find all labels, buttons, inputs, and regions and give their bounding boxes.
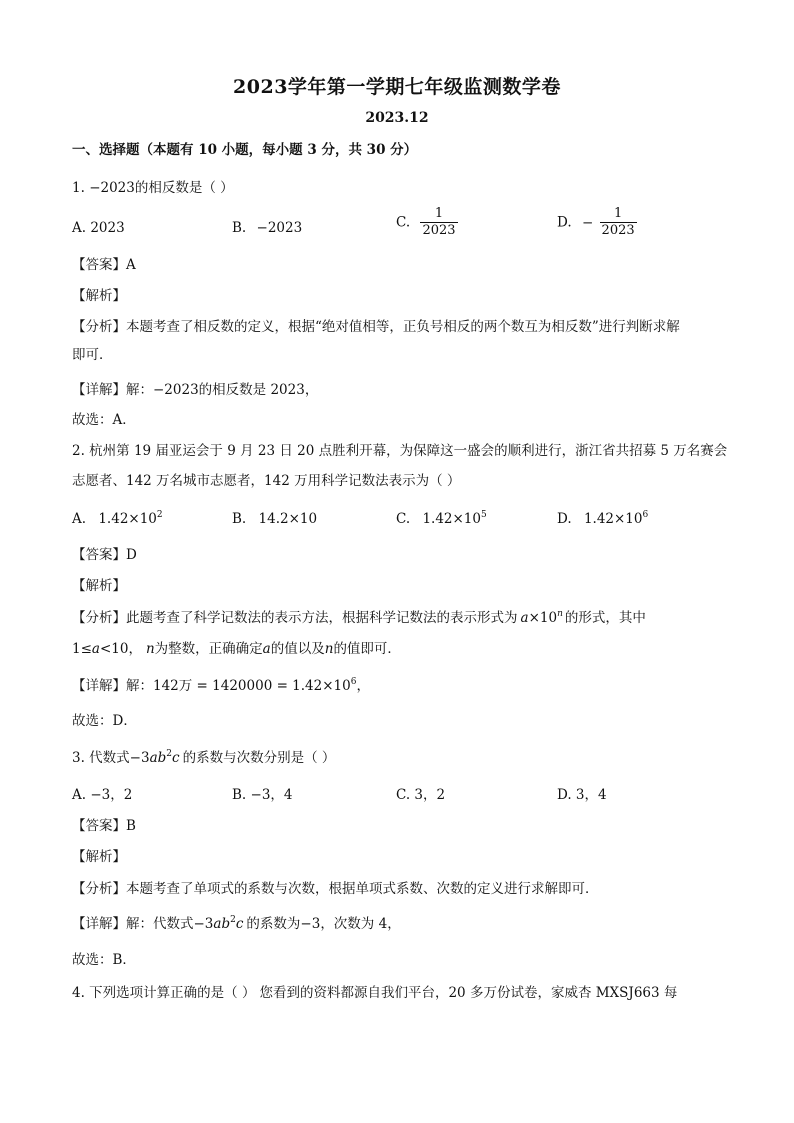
q2-answer: 【答案】D [72, 547, 137, 563]
q2-option-c: C. $1.42\times 10^5$ [396, 510, 487, 527]
q2-option-d: D. $1.42\times 10^6$ [557, 510, 649, 527]
q1-stem-text: 的相反数是（ ） [134, 180, 234, 196]
q3-option-c: C. 3，2 [396, 787, 446, 803]
q2-jiexi: 【解析】 [72, 578, 126, 594]
q2-detail: 【详解】解：142万 = $1420000 = 1.42\times 10^6$， [72, 677, 370, 694]
q1-option-c: C. $\frac{1}{2023}$ [396, 206, 456, 238]
q2-choose: 故选：D． [72, 713, 137, 729]
q2-analysis-cont: 1≤a<10， n为整数，正确确定a的值以及n的值即可． [72, 641, 401, 657]
q1-analysis-cont: 即可． [72, 347, 113, 363]
q1-number: 1. [72, 180, 85, 196]
q3-detail: 【详解】解：代数式$-3ab^2c$ 的系数为−3，次数为 4， [72, 915, 401, 932]
watermark-text: 您看到的资料都源自我们平台，20 多万份试卷，家威杏 MXSJ663 每 [259, 985, 678, 1001]
q1-detail: 【详解】解：−2023的相反数是 2023， [72, 382, 319, 398]
q1-option-a: A. 2023 [72, 220, 125, 236]
section-heading: 一、选择题（本题有 10 小题，每小题 3 分，共 30 分） [72, 142, 418, 158]
q1-choose: 故选：A． [72, 412, 136, 428]
q3-option-b: B. −3，4 [232, 787, 293, 803]
q3-option-d: D. 3，4 [557, 787, 607, 803]
q2-stem: 2. 杭州第 19 届亚运会于 9 月 23 日 20 点胜利开幕，为保障这一盛会的顺利进行，浙江省共招募 5 万名赛会 [72, 443, 728, 459]
q2-option-b: B. 14.2×10 [232, 511, 318, 527]
q2-option-a: A. $1.42\times 10^2$ [72, 510, 163, 527]
q1-option-b: B. −2023 [232, 220, 303, 236]
q3-analysis: 【分析】本题考查了单项式的系数与次数，根据单项式系数、次数的定义进行求解即可． [72, 881, 599, 897]
exam-date: 2023.12 [365, 110, 429, 126]
page-title: 2023学年第一学期七年级监测数学卷 [233, 76, 561, 98]
q1-math: −2023 [89, 180, 135, 196]
q4-stem: 4. 下列选项计算正确的是（ ） 您看到的资料都源自我们平台，20 多万份试卷，家威杏 MXSJ663 每 [72, 985, 678, 1001]
q3-answer: 【答案】B [72, 818, 136, 834]
q3-jiexi: 【解析】 [72, 849, 126, 865]
q2-analysis: 【分析】此题考查了科学记数法的表示方法，根据科学记数法的表示形式为 $a\times 10^n$ 的形式，其中 [72, 609, 646, 626]
q2-stem-cont: 志愿者、142 万名城市志愿者，142 万用科学记数法表示为（ ） [72, 473, 461, 489]
q1-answer: 【答案】A [72, 257, 136, 273]
q1-analysis: 【分析】本题考查了相反数的定义，根据“绝对值相等，正负号相反的两个数互为相反数”进行判断求解 [72, 319, 680, 335]
q1-option-d: D. − $\frac{1}{2023}$ [557, 206, 635, 238]
q1-stem [72, 178, 234, 198]
q3-stem: 3. 代数式$-3ab^2c$ 的系数与次数分别是（ ） [72, 749, 336, 766]
q1-option-d-fraction: $\frac{1}{2023}$ [601, 206, 635, 238]
q3-option-a: A. −3，2 [72, 787, 133, 803]
q1-option-c-fraction: $\frac{1}{2023}$ [422, 206, 456, 238]
q1-jiexi: 【解析】 [72, 288, 126, 304]
q3-choose: 故选：B． [72, 952, 136, 968]
